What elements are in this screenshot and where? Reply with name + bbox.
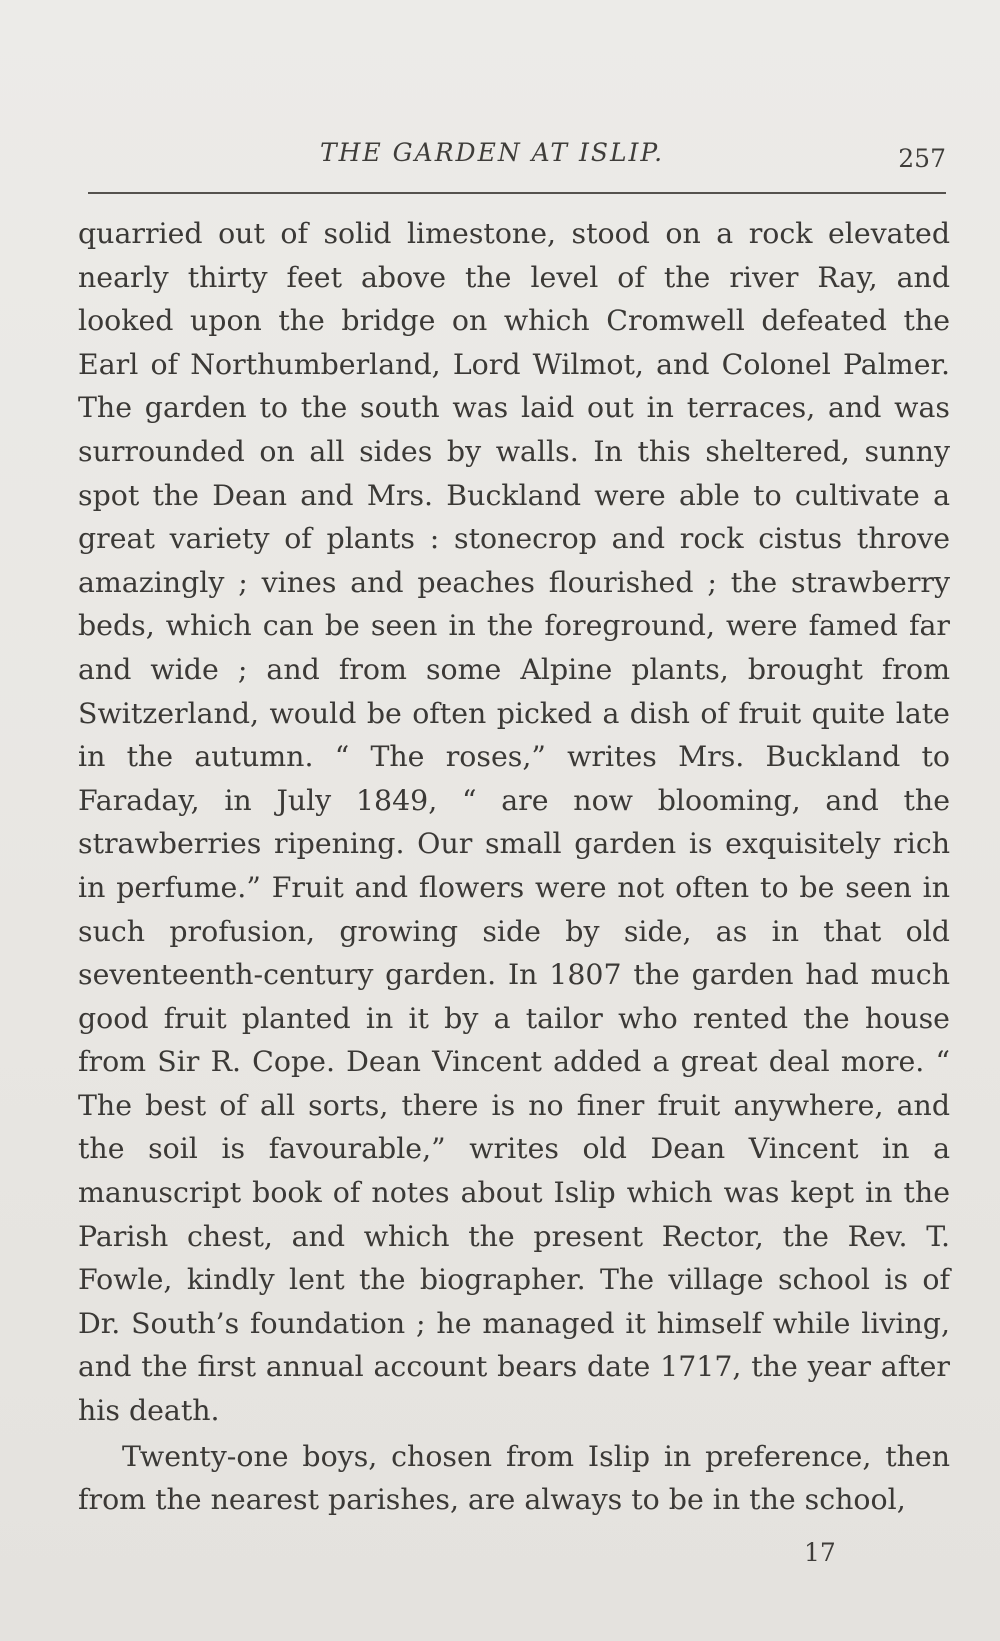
body-text (78, 212, 950, 1522)
paragraph: quarried out of solid limestone, stood on a rock elevated nearly thirty feet above the level of the river Ray, and looked upon the bridge on which Cromwell defeated the Earl of Northumberland, Lord Wilmot, and Colonel Palmer. The garden to the south was laid out in terraces, and was surrounded on all sides by walls. In this sheltered, sunny spot the Dean and Mrs. Buckland were able to cultivate a great variety of plants : stonecrop and rock cistus throve amazingly ; vines and peaches flourished ; the strawberry beds, which can be seen in the foreground, were famed far and wide ; and from some Alpine plants, brought from Switzerland, would be often picked a dish of fruit quite late in the autumn. “ The roses,” writes Mrs. Buckland to Faraday, in July 1849, “ are now blooming, and the strawberries ripening. Our small garden is exquisitely rich in perfume.” Fruit and flowers were not often to be seen in such profusion, growing side by side, as in that old seventeenth-century garden. In 1807 the garden had much good fruit planted in it by a tailor who rented the house from Sir R. Cope. Dean Vincent added a great deal more. “ The best of all sorts, there is no finer fruit anywhere, and the soil is favourable,” writes old Dean Vincent in a manuscript book of notes about Islip which was kept in the Parish chest, and which the present Rector, the Rev. T. Fowle, kindly lent the biographer. The village school is of Dr. South’s foundation ; he managed it himself while living, and the first annual account bears date 1717, the year after his death. (78, 217, 950, 1428)
paragraph: Twenty-one boys, chosen from Islip in preference, then from the nearest parishes, are always to be in the school, (78, 1439, 950, 1517)
page-number: 257 (898, 144, 946, 173)
signature-mark: 17 (804, 1538, 836, 1567)
running-title: THE GARDEN AT ISLIP. (320, 138, 665, 167)
page-header (88, 138, 946, 180)
header-rule (88, 192, 946, 194)
